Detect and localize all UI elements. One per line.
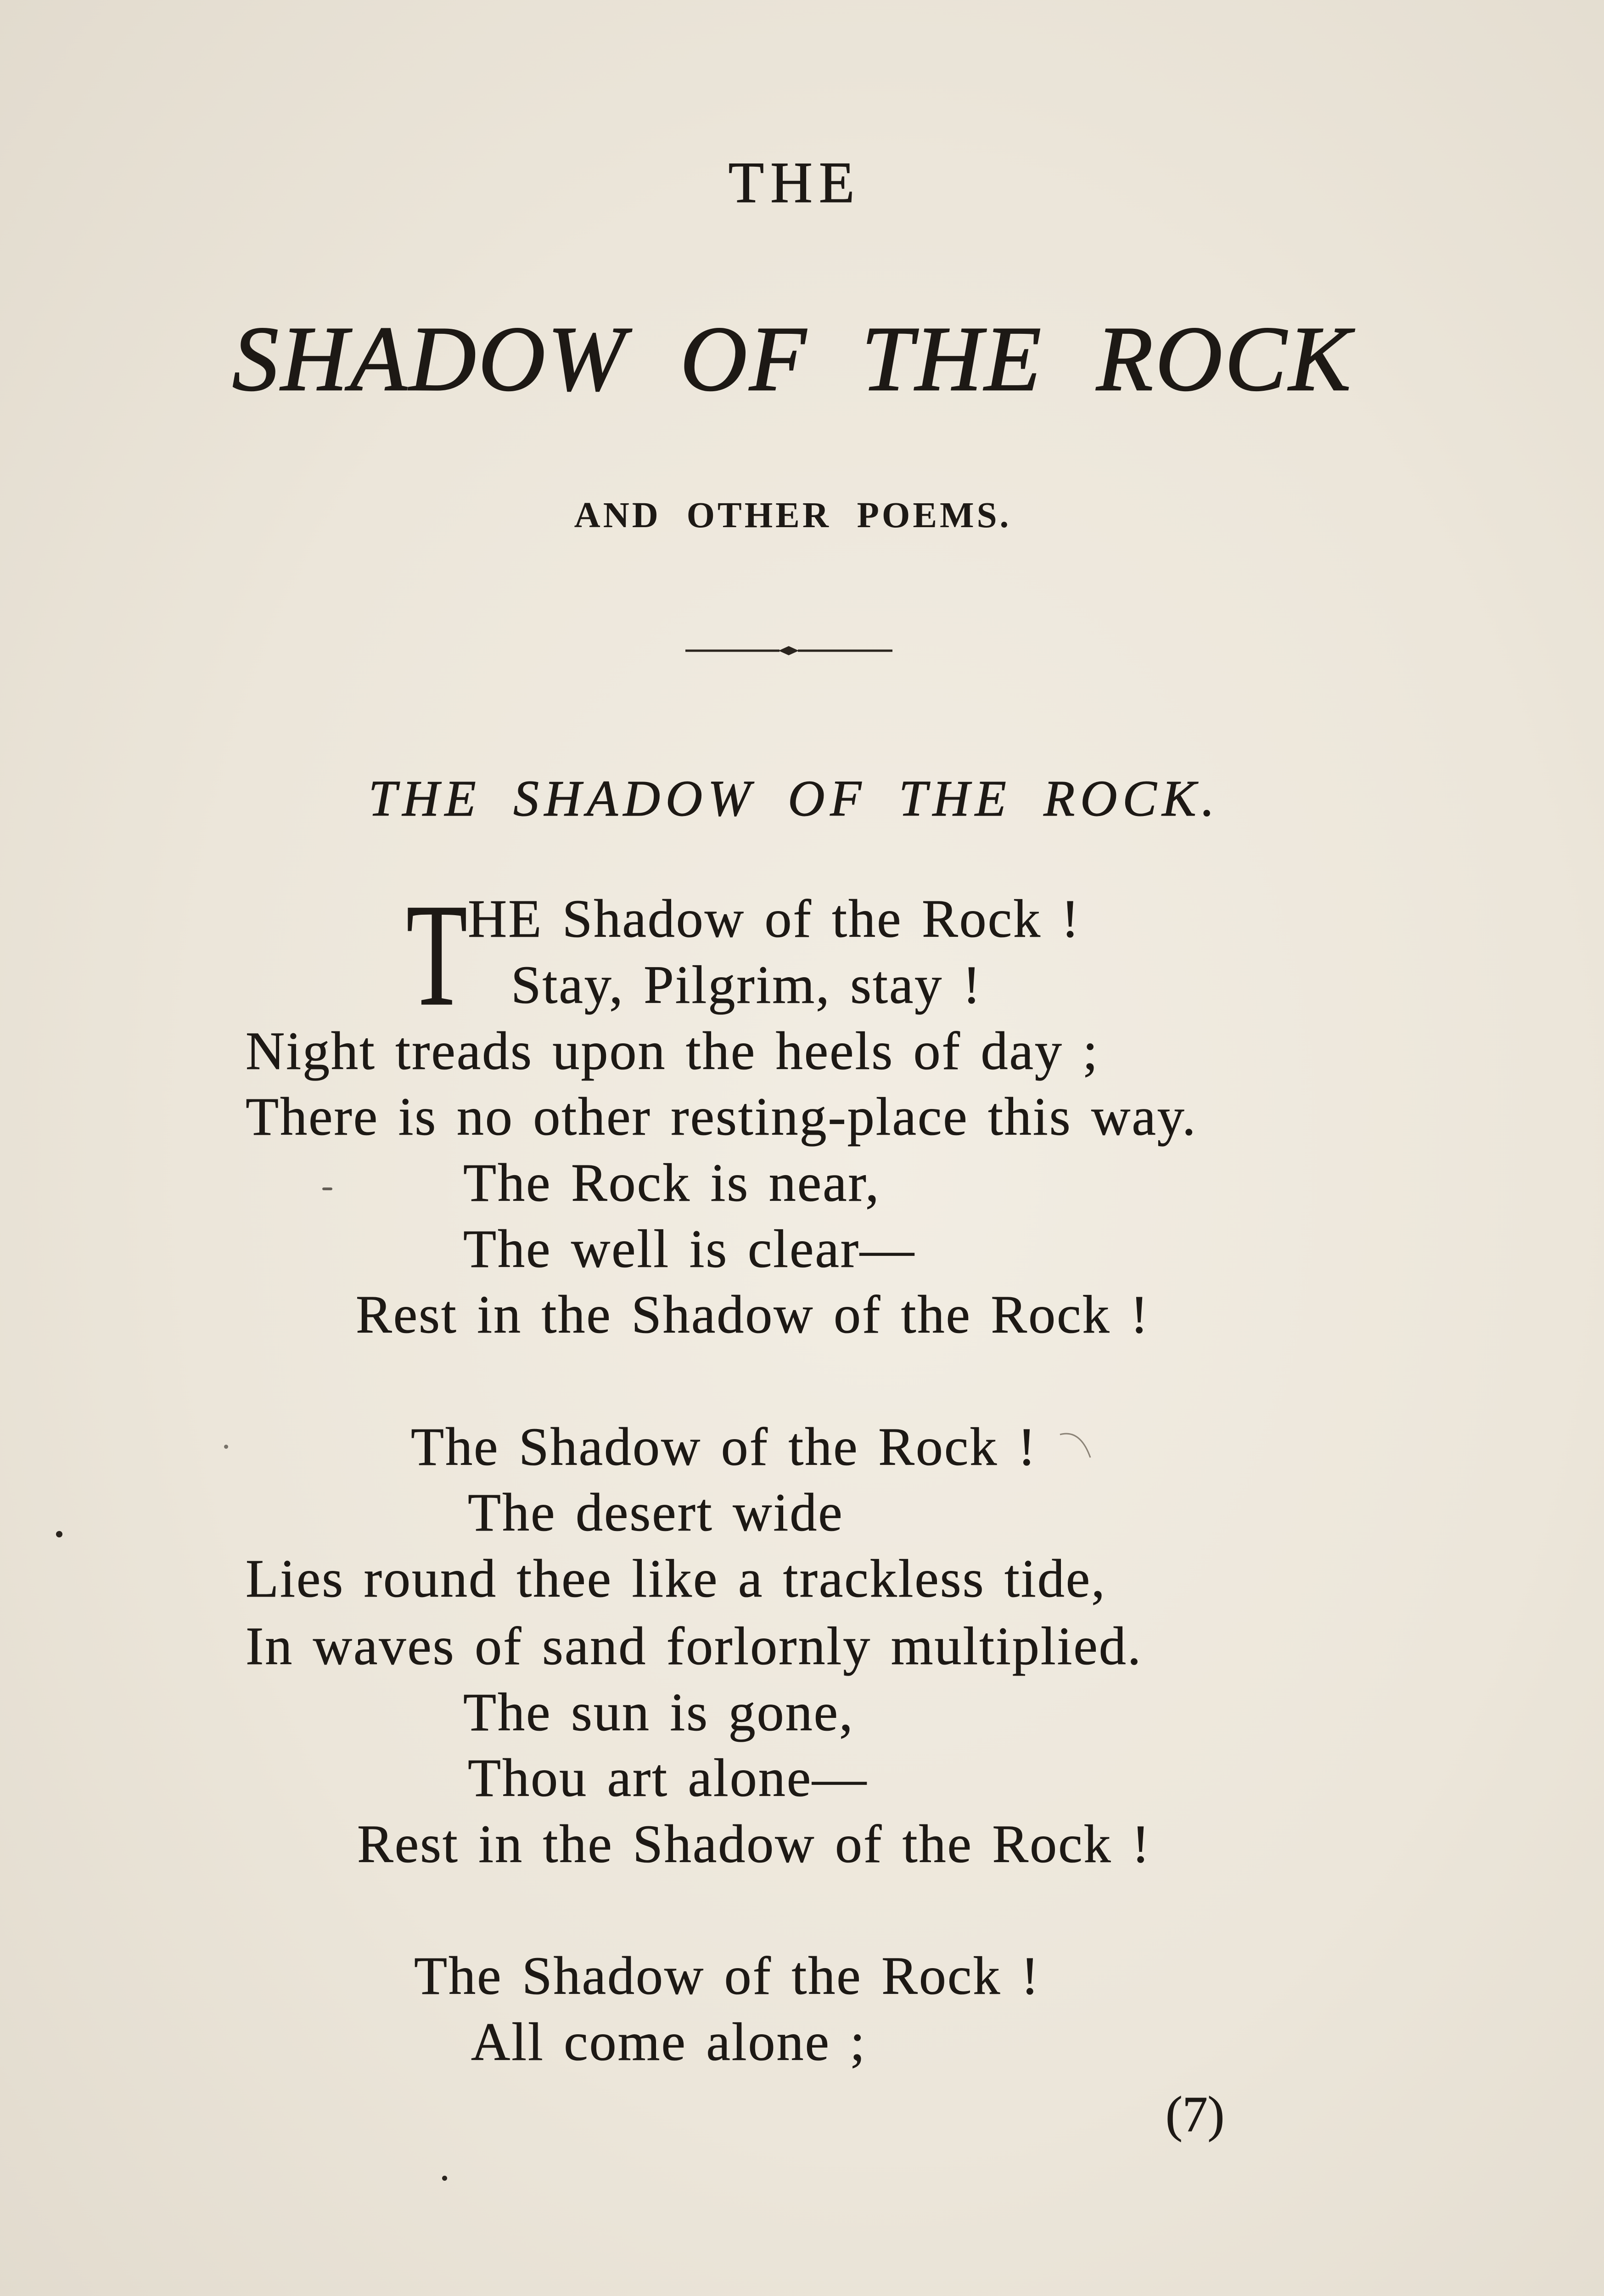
scan-mark — [1058, 1429, 1095, 1461]
poem-line: The Shadow of the Rock ! — [414, 1946, 1040, 2006]
poem-line: Lies round thee like a trackless tide, — [246, 1548, 1106, 1609]
poem-refrain-line: Rest in the Shadow of the Rock ! — [356, 1284, 1150, 1345]
poem-line: The desert wide — [468, 1482, 844, 1542]
rule-diamond-ornament — [779, 646, 799, 655]
dust-speck — [56, 1531, 62, 1537]
ornamental-rule — [685, 643, 892, 658]
page-number: (7) — [1166, 2086, 1225, 2142]
drop-cap: T — [406, 874, 467, 1036]
poem-line: The Rock is near, — [463, 1153, 881, 1213]
poem-title: THE SHADOW OF THE ROCK. — [368, 771, 1220, 827]
poem-line: HE Shadow of the Rock ! — [468, 889, 1081, 949]
poem-line: The sun is gone, — [463, 1682, 854, 1742]
poem-line: Stay, Pilgrim, stay ! — [511, 955, 982, 1015]
dust-speck — [224, 1445, 228, 1449]
poem-line: All come alone ; — [471, 2012, 867, 2072]
dust-speck — [442, 2176, 447, 2181]
book-title: SHADOW OF THE ROCK — [232, 307, 1353, 410]
poem-refrain-line: Rest in the Shadow of the Rock ! — [357, 1814, 1151, 1874]
poem-line: The Shadow of the Rock ! — [411, 1417, 1037, 1477]
poem-line: Thou art alone— — [468, 1748, 868, 1808]
book-subtitle: AND OTHER POEMS. — [574, 495, 1012, 535]
poem-line: In waves of sand forlornly multiplied. — [246, 1616, 1143, 1676]
title-kicker: THE — [728, 151, 861, 215]
dust-speck — [322, 1187, 332, 1190]
poem-line: Night treads upon the heels of day ; — [246, 1021, 1099, 1081]
poem-line: There is no other resting-place this way. — [246, 1086, 1197, 1147]
poem-line: The well is clear— — [463, 1219, 916, 1279]
